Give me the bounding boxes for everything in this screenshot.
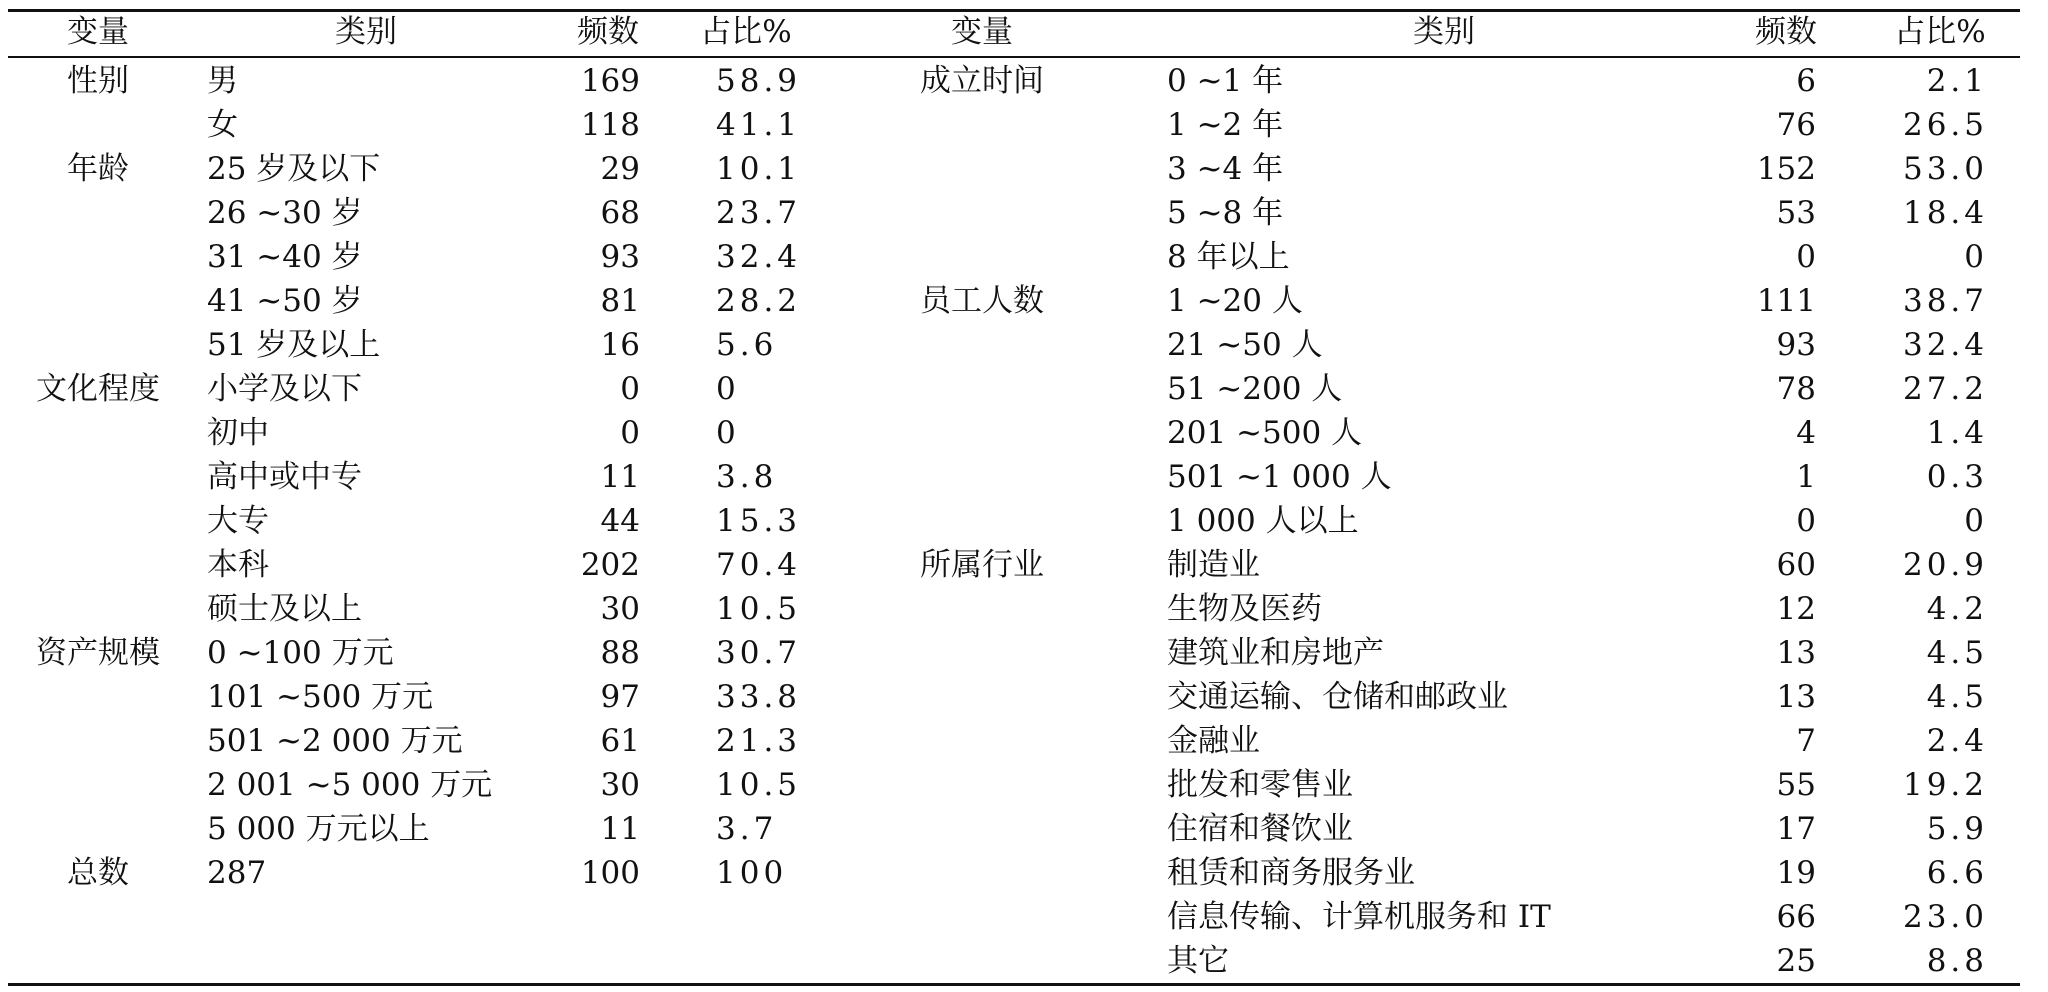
left-pct-cell: 23.7	[716, 195, 802, 231]
right-category-cell: 1 ~2 年	[1167, 107, 1284, 143]
left-freq-cell: 118	[580, 107, 640, 143]
right-variable-cell: 员工人数	[920, 283, 1044, 319]
left-pct-cell: 3.7	[716, 811, 778, 847]
left-category-cell: 本科	[207, 547, 269, 583]
right-variable-cell	[902, 851, 1062, 895]
left-freq-cell: 30	[600, 591, 640, 627]
right-category-cell: 住宿和餐饮业	[1167, 811, 1353, 847]
left-variable-cell	[18, 719, 178, 763]
right-freq-cell: 60	[1776, 547, 1816, 583]
right-pct-cell: 20.9	[1902, 547, 1988, 583]
right-freq-cell: 13	[1776, 635, 1816, 671]
right-header-cell: 频数	[1755, 14, 1817, 50]
right-pct-cell: 19.2	[1902, 767, 1988, 803]
right-pct-cell: 8.8	[1926, 943, 1988, 979]
right-freq-cell: 12	[1776, 591, 1816, 627]
left-header-cell: 变量	[67, 14, 129, 50]
right-freq-cell: 55	[1776, 767, 1816, 803]
left-category-cell: 287	[207, 855, 267, 891]
right-variable-cell	[902, 455, 1062, 499]
right-pct-cell: 27.2	[1902, 371, 1988, 407]
right-variable-cell	[902, 807, 1062, 851]
left-pct-cell: 100	[716, 855, 788, 891]
right-category-cell: 5 ~8 年	[1167, 195, 1284, 231]
right-category-cell: 批发和零售业	[1167, 767, 1353, 803]
left-freq-cell: 97	[600, 679, 640, 715]
left-pct-cell: 0	[716, 415, 740, 451]
right-pct-cell: 2.4	[1926, 723, 1988, 759]
left-category-cell: 0 ~100 万元	[207, 635, 394, 671]
right-variable-cell	[902, 367, 1062, 411]
right-category-cell: 交通运输、仓储和邮政业	[1167, 679, 1508, 715]
right-header-cell: 变量	[951, 14, 1013, 50]
left-pct-cell: 58.9	[716, 63, 802, 99]
right-category-cell: 1 000 人以上	[1167, 503, 1359, 539]
left-pct-cell: 10.1	[716, 151, 802, 187]
left-category-cell: 大专	[207, 503, 269, 539]
left-category-cell: 2 001 ~5 000 万元	[207, 767, 493, 803]
left-freq-cell: 11	[600, 811, 640, 847]
left-variable-cell	[18, 411, 178, 455]
left-category-cell: 高中或中专	[207, 459, 362, 495]
left-category-cell: 501 ~2 000 万元	[207, 723, 463, 759]
left-pct-cell: 15.3	[716, 503, 802, 539]
right-pct-cell: 32.4	[1902, 327, 1988, 363]
left-freq-cell: 0	[620, 371, 640, 407]
right-pct-cell: 53.0	[1902, 151, 1988, 187]
left-pct-cell: 10.5	[716, 591, 802, 627]
right-variable-cell: 所属行业	[920, 547, 1044, 583]
right-freq-cell: 93	[1776, 327, 1816, 363]
right-pct-cell: 2.1	[1926, 63, 1988, 99]
left-header-cell: 频数	[577, 14, 639, 50]
right-category-cell: 201 ~500 人	[1167, 415, 1363, 451]
right-variable-cell	[902, 147, 1062, 191]
left-freq-cell: 30	[600, 767, 640, 803]
left-category-cell: 101 ~500 万元	[207, 679, 434, 715]
left-variable-cell: 年龄	[67, 151, 129, 187]
right-variable-cell	[902, 675, 1062, 719]
left-header-cell: 类别	[335, 14, 397, 50]
left-variable-cell	[18, 675, 178, 719]
left-variable-cell: 资产规模	[36, 635, 160, 671]
right-variable-cell	[902, 631, 1062, 675]
left-pct-cell: 21.3	[716, 723, 802, 759]
table-header-rule	[8, 56, 2020, 58]
left-freq-cell: 29	[600, 151, 640, 187]
right-category-cell: 1 ~20 人	[1167, 283, 1303, 319]
right-pct-cell: 26.5	[1902, 107, 1988, 143]
left-pct-cell: 10.5	[716, 767, 802, 803]
left-pct-cell: 41.1	[716, 107, 802, 143]
left-pct-cell: 32.4	[716, 239, 802, 275]
left-pct-cell: 33.8	[716, 679, 802, 715]
right-category-cell: 建筑业和房地产	[1167, 635, 1384, 671]
right-freq-cell: 78	[1776, 371, 1816, 407]
right-variable-cell	[902, 939, 1062, 983]
right-category-cell: 3 ~4 年	[1167, 151, 1284, 187]
right-variable-cell	[902, 763, 1062, 807]
right-freq-cell: 152	[1756, 151, 1816, 187]
right-variable-cell	[902, 499, 1062, 543]
right-category-cell: 8 年以上	[1167, 239, 1290, 275]
right-variable-cell	[902, 895, 1062, 939]
left-variable-cell	[18, 763, 178, 807]
left-pct-cell: 70.4	[716, 547, 802, 583]
right-freq-cell: 76	[1776, 107, 1816, 143]
right-category-cell: 租赁和商务服务业	[1167, 855, 1415, 891]
right-pct-cell: 5.9	[1926, 811, 1988, 847]
right-variable-cell: 成立时间	[920, 63, 1044, 99]
right-freq-cell: 13	[1776, 679, 1816, 715]
right-freq-cell: 19	[1776, 855, 1816, 891]
right-category-cell: 501 ~1 000 人	[1167, 459, 1392, 495]
table-bottom-rule	[8, 983, 2020, 986]
left-category-cell: 男	[207, 63, 238, 99]
right-variable-cell	[902, 235, 1062, 279]
left-variable-cell	[18, 279, 178, 323]
right-pct-cell: 18.4	[1902, 195, 1988, 231]
right-variable-cell	[902, 719, 1062, 763]
left-variable-cell	[18, 191, 178, 235]
left-freq-cell: 93	[600, 239, 640, 275]
left-freq-cell: 68	[600, 195, 640, 231]
left-freq-cell: 0	[620, 415, 640, 451]
right-freq-cell: 0	[1796, 503, 1816, 539]
left-freq-cell: 202	[580, 547, 640, 583]
right-pct-cell: 4.5	[1926, 679, 1988, 715]
left-pct-cell: 5.6	[716, 327, 778, 363]
right-freq-cell: 7	[1796, 723, 1816, 759]
left-freq-cell: 169	[580, 63, 640, 99]
left-pct-cell: 30.7	[716, 635, 802, 671]
left-freq-cell: 16	[600, 327, 640, 363]
right-pct-cell: 0	[1964, 503, 1988, 539]
right-pct-cell: 38.7	[1902, 283, 1988, 319]
right-freq-cell: 6	[1796, 63, 1816, 99]
left-category-cell: 5 000 万元以上	[207, 811, 430, 847]
left-header-cell: 占比%	[700, 14, 792, 50]
right-pct-cell: 6.6	[1926, 855, 1988, 891]
right-variable-cell	[902, 103, 1062, 147]
left-variable-cell	[18, 543, 178, 587]
left-category-cell: 硕士及以上	[207, 591, 362, 627]
right-category-cell: 制造业	[1167, 547, 1260, 583]
right-category-cell: 金融业	[1167, 723, 1260, 759]
right-pct-cell: 4.2	[1926, 591, 1988, 627]
left-category-cell: 25 岁及以下	[207, 151, 381, 187]
right-variable-cell	[902, 191, 1062, 235]
right-category-cell: 0 ~1 年	[1167, 63, 1284, 99]
left-freq-cell: 44	[600, 503, 640, 539]
left-variable-cell: 总数	[67, 855, 129, 891]
right-category-cell: 21 ~50 人	[1167, 327, 1323, 363]
left-freq-cell: 88	[600, 635, 640, 671]
right-header-cell: 占比%	[1894, 14, 1986, 50]
left-freq-cell: 61	[600, 723, 640, 759]
left-variable-cell	[18, 499, 178, 543]
right-freq-cell: 25	[1776, 943, 1816, 979]
right-category-cell: 生物及医药	[1167, 591, 1322, 627]
left-category-cell: 初中	[207, 415, 269, 451]
right-freq-cell: 0	[1796, 239, 1816, 275]
right-pct-cell: 0.3	[1926, 459, 1988, 495]
right-category-cell: 其它	[1167, 943, 1229, 979]
left-variable-cell: 文化程度	[36, 371, 160, 407]
right-freq-cell: 66	[1776, 899, 1816, 935]
right-header-cell: 类别	[1413, 14, 1475, 50]
right-pct-cell: 0	[1964, 239, 1988, 275]
right-pct-cell: 1.4	[1926, 415, 1988, 451]
left-variable-cell	[18, 807, 178, 851]
left-pct-cell: 28.2	[716, 283, 802, 319]
right-freq-cell: 53	[1776, 195, 1816, 231]
left-pct-cell: 0	[716, 371, 740, 407]
right-freq-cell: 4	[1796, 415, 1816, 451]
left-variable-cell	[18, 235, 178, 279]
left-category-cell: 小学及以下	[207, 371, 362, 407]
right-pct-cell: 4.5	[1926, 635, 1988, 671]
left-category-cell: 31 ~40 岁	[207, 239, 363, 275]
left-category-cell: 41 ~50 岁	[207, 283, 363, 319]
left-category-cell: 26 ~30 岁	[207, 195, 363, 231]
left-category-cell: 女	[207, 107, 238, 143]
left-variable-cell	[18, 103, 178, 147]
right-category-cell: 51 ~200 人	[1167, 371, 1343, 407]
left-variable-cell	[18, 587, 178, 631]
left-freq-cell: 100	[580, 855, 640, 891]
right-variable-cell	[902, 587, 1062, 631]
left-freq-cell: 11	[600, 459, 640, 495]
right-variable-cell	[902, 323, 1062, 367]
left-category-cell: 51 岁及以上	[207, 327, 381, 363]
left-freq-cell: 81	[600, 283, 640, 319]
left-variable-cell	[18, 455, 178, 499]
right-freq-cell: 111	[1756, 283, 1816, 319]
left-variable-cell: 性别	[67, 63, 129, 99]
left-variable-cell	[18, 323, 178, 367]
right-freq-cell: 17	[1776, 811, 1816, 847]
right-freq-cell: 1	[1796, 459, 1816, 495]
right-category-cell: 信息传输、计算机服务和 IT	[1167, 899, 1551, 935]
right-pct-cell: 23.0	[1902, 899, 1988, 935]
right-variable-cell	[902, 411, 1062, 455]
left-pct-cell: 3.8	[716, 459, 778, 495]
